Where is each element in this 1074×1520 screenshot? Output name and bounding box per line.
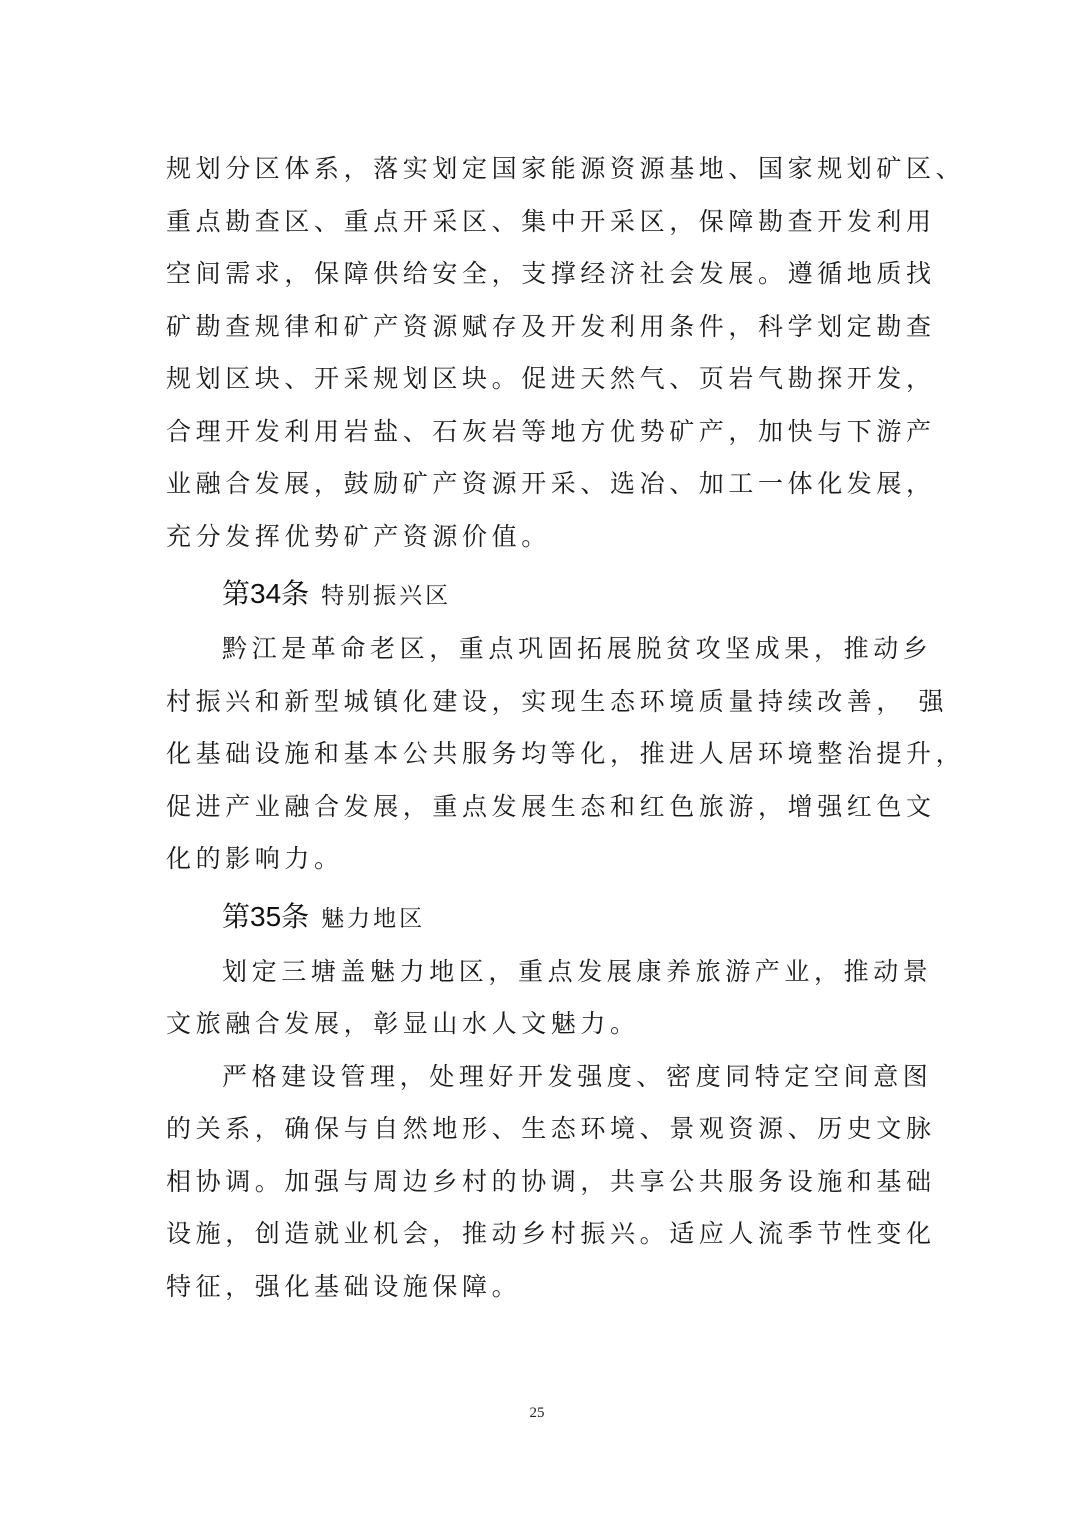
page-number: 25 bbox=[529, 1405, 545, 1421]
article-35-heading bbox=[166, 889, 936, 945]
text-line: 化基础设施和基本公共服务均等化，推进人居环境整治提升， bbox=[166, 739, 966, 768]
text-line: 的关系，确保与自然地形、生态环境、景观资源、历史文脉 bbox=[166, 1114, 936, 1143]
text-line: 相协调。加强与周边乡村的协调，共享公共服务设施和基础 bbox=[166, 1166, 936, 1196]
paragraph-mineral-zoning bbox=[166, 146, 966, 566]
text-line: 化的影响力。 bbox=[166, 844, 344, 873]
text-line: 划定三塘盖魅力地区，重点发展康养旅游产业，推动景 bbox=[222, 956, 933, 986]
text-line: 业融合发展，鼓励矿产资源开采、选冶、加工一体化发展， bbox=[166, 469, 936, 498]
text-line: 重点勘查区、重点开采区、集中开采区，保障勘查开发利用 bbox=[166, 206, 936, 236]
paragraph-construction-management bbox=[166, 1054, 936, 1317]
article-number: 第35条 bbox=[222, 900, 310, 932]
text-line: 规划区块、开采规划区块。促进天然气、页岩气勘探开发， bbox=[166, 364, 936, 393]
text-line: 严格建设管理，处理好开发强度、密度同特定空间意图 bbox=[222, 1061, 933, 1091]
text-line: 空间需求，保障供给安全，支撑经济社会发展。遵循地质找 bbox=[166, 259, 936, 288]
page-body bbox=[166, 146, 966, 1316]
text-line: 村振兴和新型城镇化建设，实现生态环境质量持续改善， 强 bbox=[166, 686, 949, 716]
text-line: 充分发挥优势矿产资源价值。 bbox=[166, 521, 551, 551]
text-line: 文旅融合发展，彰显山水人文魅力。 bbox=[166, 1009, 640, 1038]
article-34-heading bbox=[166, 566, 936, 622]
article-title: 魅力地区 bbox=[321, 905, 426, 932]
text-line: 设施，创造就业机会，推动乡村振兴。适应人流季节性变化 bbox=[166, 1219, 936, 1248]
article-title: 特别振兴区 bbox=[321, 583, 452, 609]
text-line: 促进产业融合发展，重点发展生态和红色旅游，增强红色文 bbox=[166, 791, 936, 821]
text-line: 黔江是革命老区，重点巩固拓展脱贫攻坚成果，推动乡 bbox=[222, 634, 933, 663]
paragraph-special-revitalization bbox=[166, 626, 966, 889]
text-line: 矿勘查规律和矿产资源赋存及开发利用条件，科学划定勘查 bbox=[166, 311, 936, 341]
text-line: 特征，强化基础设施保障。 bbox=[166, 1271, 522, 1301]
text-line: 合理开发利用岩盐、石灰岩等地方优势矿产，加快与下游产 bbox=[166, 416, 936, 446]
text-line: 规划分区体系，落实划定国家能源资源基地、国家规划矿区、 bbox=[166, 154, 966, 183]
article-number: 第34条 bbox=[222, 578, 310, 609]
paragraph-charm-area bbox=[166, 949, 936, 1054]
